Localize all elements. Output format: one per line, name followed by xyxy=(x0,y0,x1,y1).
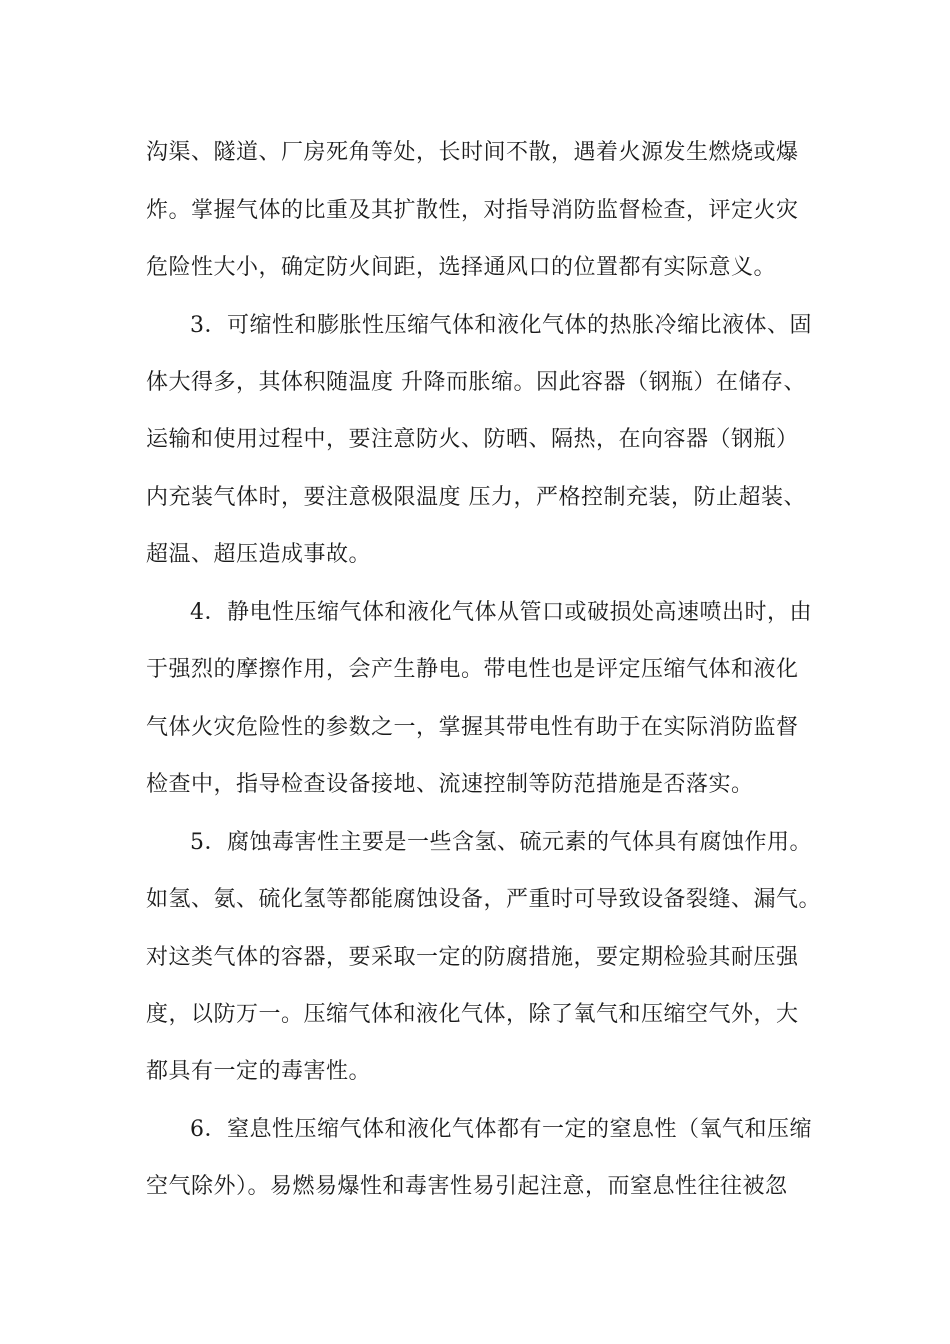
text-line: 超温、超压造成事故。 xyxy=(146,542,372,567)
text-line: 空气除外）。易燃易爆性和毒害性易引起注意，而窒息性往往被忽 xyxy=(146,1174,788,1199)
text-line: 危险性大小，确定防火间距，选择通风口的位置都有实际意义。 xyxy=(146,255,777,280)
text-line: 运输和使用过程中，要注意防火、防晒、隔热，在向容器（钢瓶） xyxy=(146,427,799,452)
text-line: 检查中，指导检查设备接地、流速控制等防范措施是否落实。 xyxy=(146,772,754,797)
text-line: 如氢、氨、硫化氢等都能腐蚀设备，严重时可导致设备裂缝、漏气。 xyxy=(146,887,822,912)
text-line: 炸。掌握气体的比重及其扩散性，对指导消防监督检查，评定火灾 xyxy=(146,198,799,223)
text-line: 沟渠、隧道、厂房死角等处，长时间不散，遇着火源发生燃烧或爆 xyxy=(146,140,799,165)
text-line: 度，以防万一。压缩气体和液化气体，除了氧气和压缩空气外，大 xyxy=(146,1002,799,1027)
text-line: 都具有一定的毒害性。 xyxy=(146,1059,372,1084)
text-line: 于强烈的摩擦作用，会产生静电。带电性也是评定压缩气体和液化 xyxy=(146,657,799,682)
text-line: 体大得多，其体积随温度 升降而胀缩。因此容器（钢瓶）在储存、 xyxy=(146,370,806,395)
paragraph-5-first-line: 5．腐蚀毒害性主要是一些含氢、硫元素的气体具有腐蚀作用。 xyxy=(190,830,812,855)
paragraph-3-first-line: 3．可缩性和膨胀性压缩气体和液化气体的热胀冷缩比液体、固 xyxy=(190,313,812,338)
paragraph-6-first-line: 6．窒息性压缩气体和液化气体都有一定的窒息性（氧气和压缩 xyxy=(190,1117,812,1142)
text-line: 对这类气体的容器，要采取一定的防腐措施，要定期检验其耐压强 xyxy=(146,945,799,970)
paragraph-4-first-line: 4．静电性压缩气体和液化气体从管口或破损处高速喷出时，由 xyxy=(190,600,812,625)
text-line: 内充装气体时，要注意极限温度 压力，严格控制充装，防止超装、 xyxy=(146,485,806,510)
text-line: 气体火灾危险性的参数之一，掌握其带电性有助于在实际消防监督 xyxy=(146,715,799,740)
